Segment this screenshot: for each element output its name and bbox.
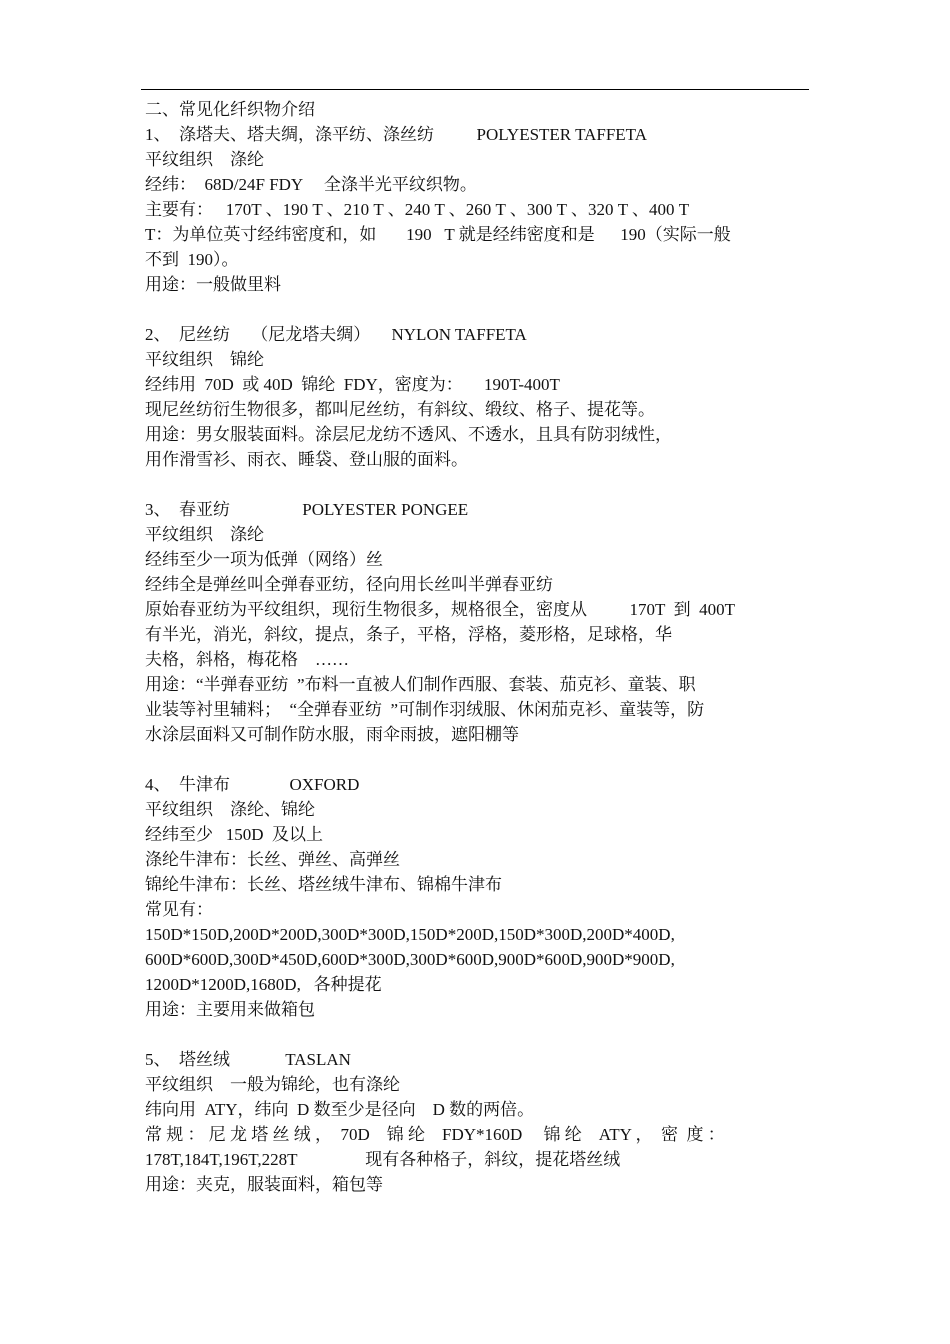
- text-line: 用途：男女服装面料。涂层尼龙纺不透风、不透水，且具有防羽绒性，: [145, 425, 672, 444]
- section-polyester-taffeta: [145, 122, 810, 297]
- section-polyester-pongee: [145, 497, 810, 747]
- text-line: 业装等衬里辅料； “全弹春亚纺 ”可制作羽绒服、休闲茄克衫、童装等，防: [145, 700, 705, 719]
- text-line: 锦纶牛津布：长丝、塔丝绒牛津布、锦棉牛津布: [145, 875, 502, 894]
- section-heading: 5、 塔丝绒 TASLAN: [145, 1050, 351, 1069]
- text-line: 用途：一般做里料: [145, 275, 281, 294]
- document-body: [145, 97, 810, 1197]
- text-line: 178T,184T,196T,228T 现有各种格子，斜纹，提花塔丝绒: [145, 1150, 621, 1169]
- text-line: 常 规 ： 尼 龙 塔 丝 绒 ， 70D 锦 纶 FDY*160D 锦 纶 ATY ， 密 度 ：: [145, 1125, 725, 1144]
- section-taslan: [145, 1047, 810, 1197]
- header-rule: [141, 89, 809, 90]
- text-line: 不到 190）。: [145, 250, 239, 269]
- text-line: 有半光，消光，斜纹，提点，条子，平格，浮格，菱形格，足球格，华: [145, 625, 672, 644]
- paragraph-spacer: [145, 1022, 810, 1047]
- text-line: 经纬至少一项为低弹（网络）丝: [145, 550, 383, 569]
- text-line: 用途：夹克，服装面料，箱包等: [145, 1175, 383, 1194]
- section-oxford: [145, 772, 810, 1022]
- text-line: 平纹组织 涤纶: [145, 525, 264, 544]
- text-line: 水涂层面料又可制作防水服，雨伞雨披，遮阳棚等: [145, 725, 519, 744]
- text-line: 经纬至少 150D 及以上: [145, 825, 324, 844]
- text-line: 原始春亚纺为平纹组织，现衍生物很多，规格很全，密度从 170T 到 400T: [145, 600, 735, 619]
- text-line: 经纬全是弹丝叫全弹春亚纺，径向用长丝叫半弹春亚纺: [145, 575, 553, 594]
- text-line: 主要有： 170T 、190 T 、210 T 、240 T 、260 T 、300 T 、320 T 、400 T: [145, 200, 690, 219]
- section-heading: 3、 春亚纺 POLYESTER PONGEE: [145, 500, 469, 519]
- text-line: 平纹组织 一般为锦纶，也有涤纶: [145, 1075, 400, 1094]
- text-line: 现尼丝纺衍生物很多，都叫尼丝纺，有斜纹、缎纹、格子、提花等。: [145, 400, 655, 419]
- paragraph-spacer: [145, 472, 810, 497]
- text-line: 用途：“半弹春亚纺 ”布料一直被人们制作西服、套装、茄克衫、童装、职: [145, 675, 696, 694]
- text-line: 平纹组织 锦纶: [145, 350, 264, 369]
- page-title: 二、常见化纤织物介绍: [145, 100, 315, 119]
- text-line: 涤纶牛津布：长丝、弹丝、高弹丝: [145, 850, 400, 869]
- text-line: 150D*150D,200D*200D,300D*300D,150D*200D,150D*300D,200D*400D,: [145, 925, 675, 944]
- text-line: 用作滑雪衫、雨衣、睡袋、登山服的面料。: [145, 450, 468, 469]
- text-line: 夫格，斜格，梅花格 ……: [145, 650, 349, 669]
- paragraph-spacer: [145, 747, 810, 772]
- text-line: 纬向用 ATY，纬向 D 数至少是径向 D 数的两倍。: [145, 1100, 535, 1119]
- text-line: 1200D*1200D,1680D, 各种提花: [145, 975, 382, 994]
- section-heading: 2、 尼丝纺 （尼龙塔夫绸） NYLON TAFFETA: [145, 325, 527, 344]
- text-line: 经纬用 70D 或 40D 锦纶 FDY，密度为： 190T-400T: [145, 375, 560, 394]
- text-line: 经纬： 68D/24F FDY 全涤半光平纹织物。: [145, 175, 477, 194]
- section-nylon-taffeta: [145, 322, 810, 472]
- section-heading: 1、 涤塔夫、塔夫绸，涤平纺、涤丝纺 POLYESTER TAFFETA: [145, 125, 647, 144]
- text-line: T：为单位英寸经纬密度和，如 190 T 就是经纬密度和是 190（实际一般: [145, 225, 731, 244]
- text-line: 常见有：: [145, 900, 213, 919]
- text-line: 平纹组织 涤纶: [145, 150, 264, 169]
- section-heading: 4、 牛津布 OXFORD: [145, 775, 360, 794]
- text-line: 600D*600D,300D*450D,600D*300D,300D*600D,900D*600D,900D*900D,: [145, 950, 675, 969]
- paragraph-spacer: [145, 297, 810, 322]
- text-line: 用途：主要用来做箱包: [145, 1000, 315, 1019]
- text-line: 平纹组织 涤纶、锦纶: [145, 800, 315, 819]
